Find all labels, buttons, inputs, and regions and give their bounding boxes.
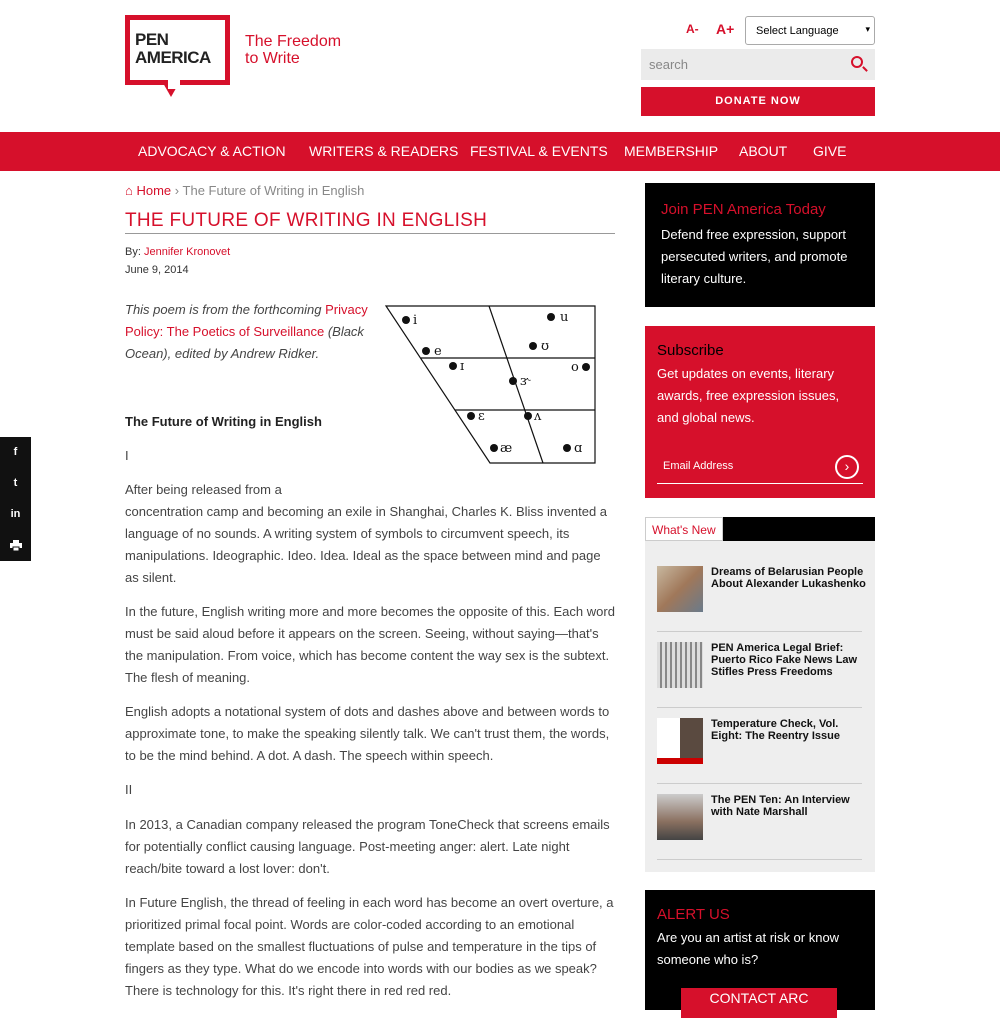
poem-paragraph: In 2013, a Canadian company released the program ToneCheck that screens emails for potentially conflict causing language. Post-meeting anger: alert. Late night reach/bite toward a lost lover: don't. — [125, 817, 610, 876]
site-tagline: The Freedom to Write — [245, 33, 342, 67]
author-link[interactable]: Jennifer Kronovet — [143, 246, 231, 258]
print-icon[interactable] — [0, 530, 31, 561]
join-title[interactable]: Join PEN America Today — [661, 201, 826, 218]
contact-arc-button[interactable]: CONTACT ARC — [681, 988, 837, 1018]
poem-paragraph: After being released from a concentration camp and becoming an exile in Shanghai, Charles K. Bliss invented a language of no sounds. A writing system of symbols to circumvent speech, its manipulations. Ideographic. Ideo. Idea. Ideal as the space between mind and page as silent. — [125, 482, 608, 585]
poem-paragraph: In Future English, the thread of feeling in each word has become an overt overture, a prioritized primal focal point. Words are color-coded according to an emotional template based on the smallest fluctuations of pulse and temperature in the tips of fingers as they type. What do we encode into words with our bodies as we speak? There is technology for this. It's right there in red red red. — [125, 895, 614, 998]
svg-text:o: o — [571, 360, 579, 375]
poem-paragraph: English adopts a notational system of dots and dashes above and between words to approximate tone, to make the speaking silently talk. We can't trust them, the words, to be the mind behind. A dot. A dash. The speech within speech. — [125, 704, 610, 763]
search-icon[interactable] — [851, 56, 863, 68]
publish-date: June 9, 2014 — [125, 264, 189, 276]
nav-writers[interactable]: WRITERS & READERS — [309, 143, 459, 159]
subscribe-panel: Subscribe Get updates on events, literary awards, free expression issues, and global news. Email Address › — [645, 326, 875, 498]
news-item[interactable]: The PEN Ten: An Interview with Nate Marshall — [657, 794, 862, 860]
news-thumbnail — [657, 642, 703, 688]
twitter-share-icon[interactable]: t — [0, 468, 31, 499]
news-thumbnail — [657, 718, 703, 764]
alert-title: ALERT US — [657, 906, 730, 923]
breadcrumb-home[interactable]: ⌂ Home — [125, 183, 172, 198]
news-item[interactable]: PEN America Legal Brief: Puerto Rico Fake News Law Stifles Press Freedoms — [657, 642, 862, 708]
language-select[interactable]: Select Language ▾ — [745, 16, 875, 45]
svg-text:i: i — [413, 313, 418, 328]
byline: By: Jennifer Kronovet — [125, 246, 231, 258]
linkedin-share-icon[interactable]: in — [0, 499, 31, 530]
email-field[interactable]: Email Address › — [657, 452, 863, 484]
svg-text:ʌ: ʌ — [534, 409, 542, 424]
section-numeral: I — [125, 448, 129, 463]
svg-text:ɪ: ɪ — [460, 359, 465, 374]
poem-title: The Future of Writing in English — [125, 414, 322, 429]
join-panel: Join PEN America Today Defend free expression, support persecuted writers, and promote literary culture. — [645, 183, 875, 307]
site-header — [0, 0, 1000, 132]
section-numeral: II — [125, 782, 133, 797]
svg-text:ɑ: ɑ — [574, 441, 583, 456]
pen-america-logo[interactable]: PEN AMERICA — [125, 15, 230, 97]
home-icon: ⌂ — [125, 183, 133, 198]
facebook-share-icon[interactable]: f — [0, 437, 31, 468]
poem-paragraph: In the future, English writing more and more becomes the opposite of this. Each word must be said aloud before it appears on the screen. Seeing, without saying—that's the manipulation. From voice, which has become content the way sex is the subtext. The flesh of meaning. — [125, 604, 615, 685]
search-input[interactable]: search — [641, 49, 875, 80]
font-size-increase[interactable]: A+ — [716, 21, 735, 37]
tab-whats-new[interactable]: What's New — [645, 517, 723, 541]
main-nav — [0, 132, 1000, 171]
submit-arrow-icon[interactable]: › — [835, 455, 859, 479]
article — [125, 183, 615, 998]
book-link[interactable]: Privacy Policy: The Poetics of Surveillance — [125, 302, 368, 339]
news-item[interactable]: Temperature Check, Vol. Eight: The Reentry Issue — [657, 718, 862, 784]
svg-text:ʊ: ʊ — [541, 339, 550, 354]
news-thumbnail — [657, 794, 703, 840]
intro-note: This poem is from the forthcoming Privacy Policy: The Poetics of Surveillance (Black Ocean), edited by Andrew Ridker. — [125, 302, 368, 361]
nav-membership[interactable]: MEMBERSHIP — [624, 143, 719, 159]
font-size-decrease[interactable]: A- — [686, 22, 699, 36]
vowel-chart-diagram — [383, 303, 598, 468]
svg-text:ɛ: ɛ — [478, 409, 485, 424]
news-item[interactable]: Dreams of Belarusian People About Alexander Lukashenko — [657, 566, 862, 632]
svg-text:e: e — [434, 344, 442, 359]
svg-text:ɝ: ɝ — [520, 374, 531, 389]
news-thumbnail — [657, 566, 703, 612]
nav-advocacy[interactable]: ADVOCACY & ACTION — [138, 143, 286, 159]
whats-new-panel — [645, 517, 875, 872]
chevron-down-icon: ▾ — [865, 24, 870, 34]
breadcrumb: ⌂ Home › The Future of Writing in English — [125, 183, 365, 198]
nav-festival[interactable]: FESTIVAL & EVENTS — [470, 143, 608, 159]
svg-text:æ: æ — [500, 441, 513, 456]
nav-about[interactable]: ABOUT — [739, 143, 788, 159]
page-title: THE FUTURE OF WRITING IN ENGLISH — [125, 210, 615, 234]
alert-panel: ALERT US Are you an artist at risk or know someone who is? CONTACT ARC — [645, 890, 875, 1010]
svg-text:u: u — [560, 310, 569, 325]
subscribe-title: Subscribe — [657, 342, 724, 359]
nav-give[interactable]: GIVE — [813, 143, 847, 159]
donate-button[interactable]: DONATE NOW — [641, 87, 875, 116]
